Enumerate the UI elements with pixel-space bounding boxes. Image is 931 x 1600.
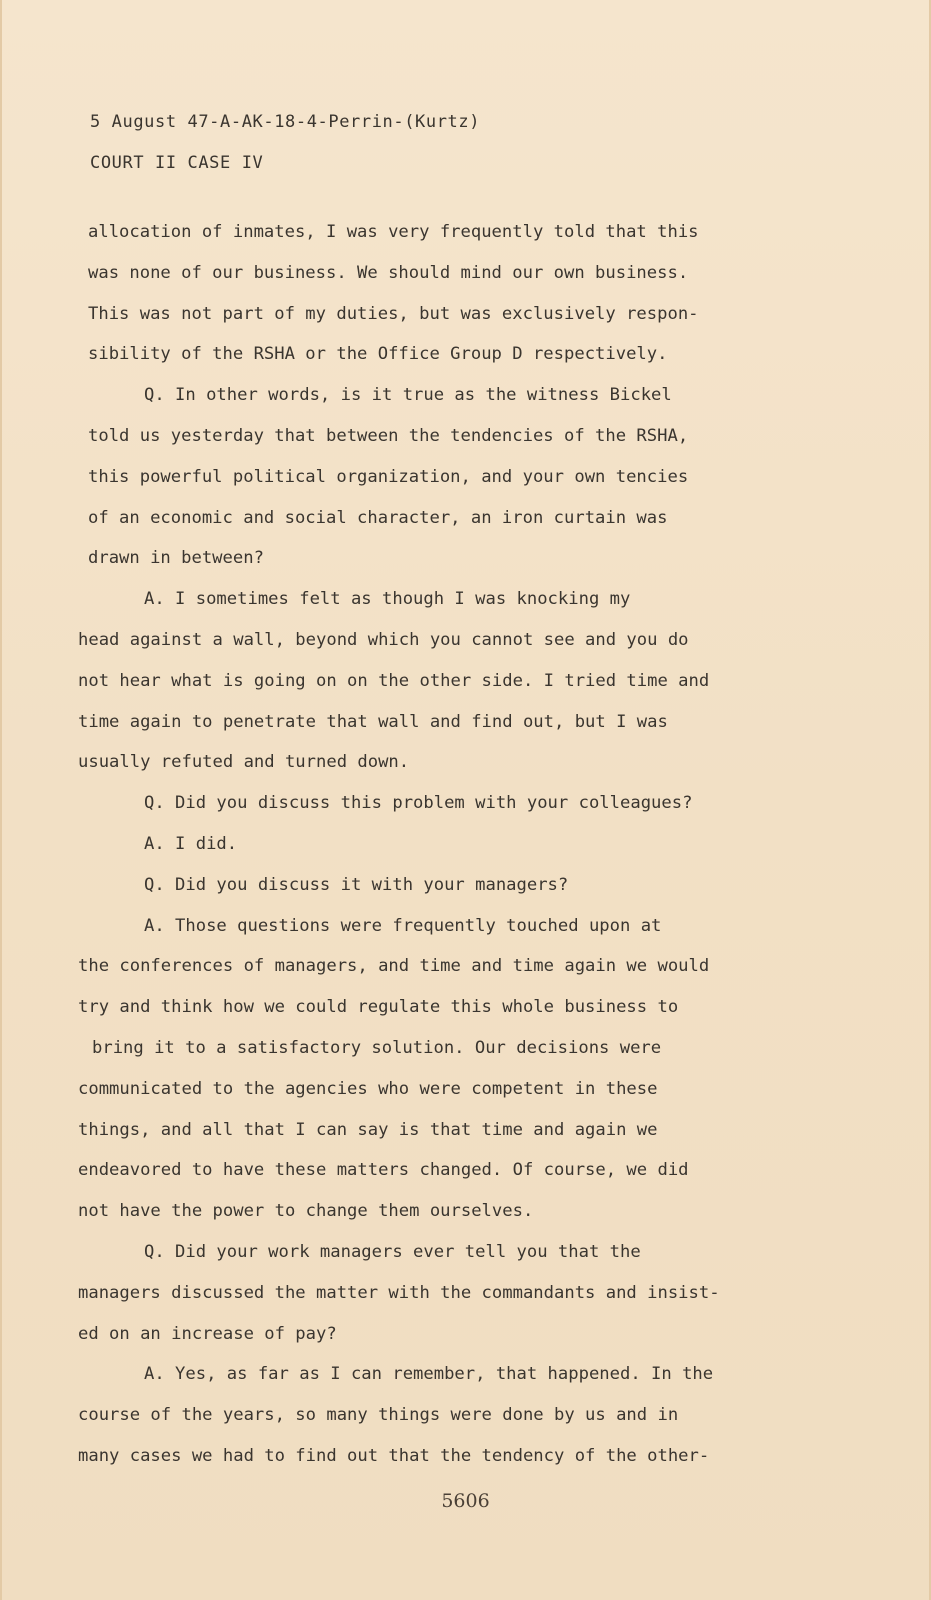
- text-line: head against a wall, beyond which you cannot see and you do: [78, 629, 689, 650]
- header-court-case: COURT II CASE IV: [90, 153, 264, 173]
- text-line: the conferences of managers, and time and time again we would: [78, 956, 710, 977]
- text-line: endeavored to have these matters changed. Of course, we did: [78, 1160, 689, 1181]
- text-line: This was not part of my duties, but was exclusively respon-: [88, 303, 699, 324]
- text-line: not have the power to change them ourselves.: [78, 1201, 534, 1222]
- text-line: course of the years, so many things were done by us and in: [78, 1405, 679, 1426]
- header-reference: 5 August 47-A-AK-18-4-Perrin-(Kurtz): [90, 112, 481, 132]
- question-line: Q. In other words, is it true as the witness Bickel: [144, 385, 672, 406]
- text-line: communicated to the agencies who were competent in these: [78, 1078, 658, 1099]
- text-line: time again to penetrate that wall and find out, but I was: [78, 711, 668, 732]
- text-line: allocation of inmates, I was very frequently told that this: [88, 222, 699, 242]
- answer-line: A. Yes, as far as I can remember, that happened. In the: [144, 1364, 714, 1385]
- question-line: Q. Did you discuss it with your managers?: [144, 874, 569, 895]
- text-line: usually refuted and turned down.: [78, 752, 410, 773]
- text-line: drawn in between?: [88, 548, 264, 569]
- text-line: bring it to a satisfactory solution. Our decisions were: [92, 1037, 662, 1058]
- text-line: many cases we had to find out that the tendency of the other-: [78, 1445, 710, 1466]
- text-line: try and think how we could regulate this whole business to: [78, 997, 679, 1018]
- text-line: sibility of the RSHA or the Office Group D respectively.: [88, 344, 668, 365]
- answer-line: A. I did.: [144, 833, 238, 854]
- page-number: 5606: [441, 1490, 490, 1512]
- text-line: managers discussed the matter with the commandants and insist-: [78, 1282, 720, 1303]
- transcript-body: [78, 212, 848, 1477]
- answer-line: A. I sometimes felt as though I was knocking my: [144, 589, 631, 610]
- question-line: Q. Did you discuss this problem with your colleagues?: [144, 793, 693, 814]
- text-line: of an economic and social character, an iron curtain was: [88, 507, 668, 528]
- text-line: told us yesterday that between the tendencies of the RSHA,: [88, 425, 689, 446]
- answer-line: A. Those questions were frequently touched upon at: [144, 915, 662, 936]
- question-line: Q. Did your work managers ever tell you that the: [144, 1241, 641, 1262]
- text-line: was none of our business. We should mind our own business.: [88, 262, 689, 283]
- text-line: this powerful political organization, and your own tencies: [88, 466, 689, 487]
- text-line: not hear what is going on on the other side. I tried time and: [78, 670, 710, 691]
- text-line: things, and all that I can say is that time and again we: [78, 1119, 658, 1140]
- text-line: ed on an increase of pay?: [78, 1323, 337, 1344]
